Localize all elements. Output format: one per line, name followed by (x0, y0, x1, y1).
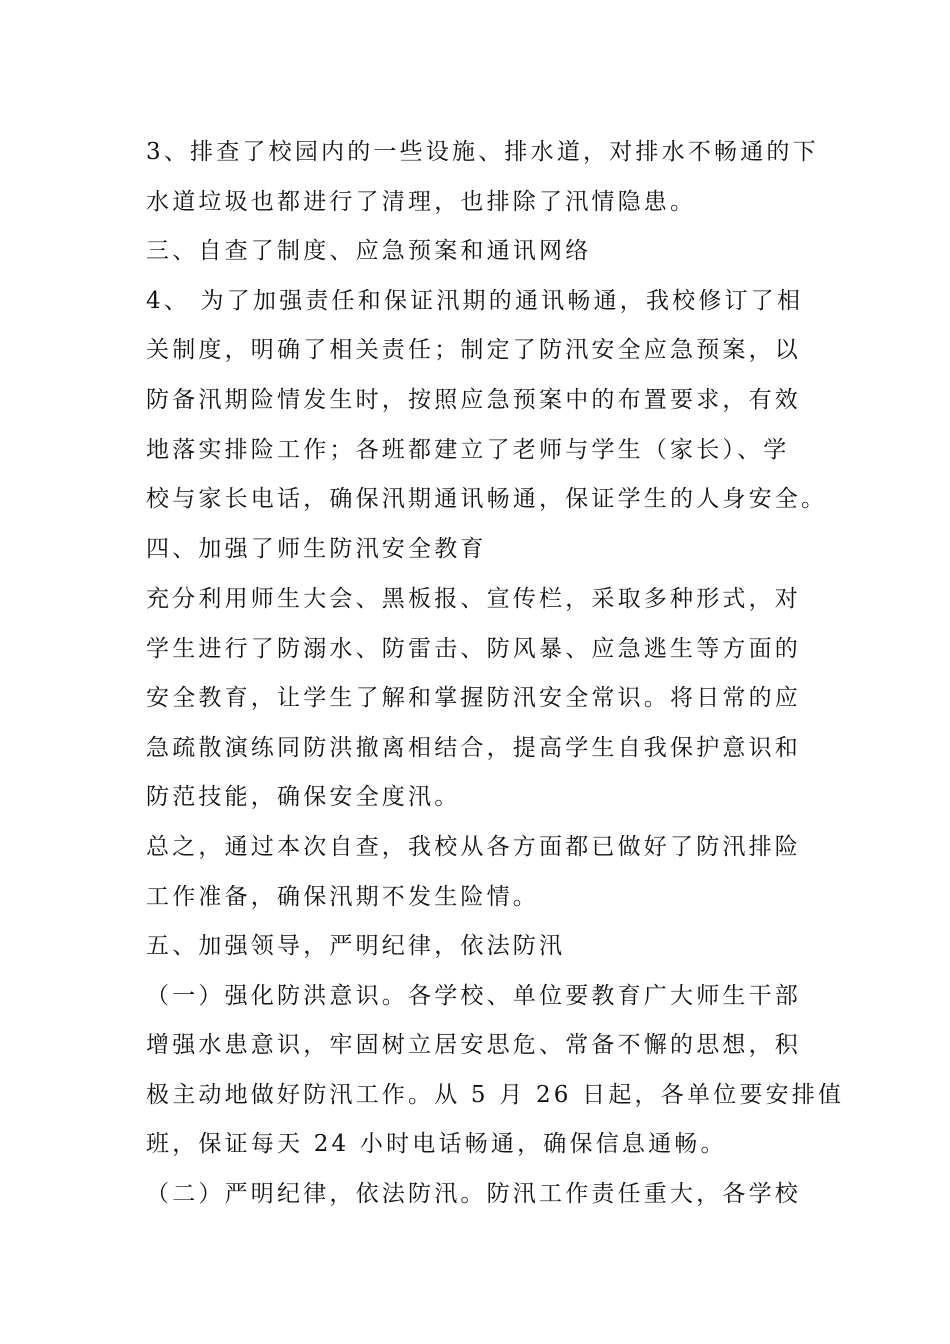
section-heading: 四、加强了师生防汛安全教育 (146, 536, 487, 562)
text-line: 工作准备，确保汛期不发生险情。 (146, 884, 539, 910)
text-line: 校与家长电话，确保汛期通讯畅通，保证学生的人身安全。 (146, 486, 828, 512)
text-line: 防范技能，确保安全度汛。 (146, 784, 461, 810)
text-line: 3、排查了校园内的一些设施、排水道，对排水不畅通的下 (146, 139, 819, 165)
text-line: 地落实排险工作；各班都建立了老师与学生（家长）、学 (146, 437, 790, 463)
text-line: 班，保证每天 24 小时电话畅通，确保信息通畅。 (146, 1131, 727, 1157)
text-line: 充分利用师生大会、黑板报、宣传栏，采取多种形式，对 (146, 586, 801, 612)
text-line: 学生进行了防溺水、防雷击、防风暴、应急逃生等方面的 (146, 636, 801, 662)
section-heading: 三、自查了制度、应急预案和通讯网络 (146, 238, 592, 264)
section-heading: 五、加强领导，严明纪律，依法防汛 (146, 933, 566, 959)
text-line: 防备汛期险情发生时，按照应急预案中的布置要求，有效 (146, 387, 801, 413)
text-line: 急疏散演练同防洪撤离相结合，提高学生自我保护意识和 (146, 735, 801, 761)
text-line: 关制度，明确了相关责任；制定了防汛安全应急预案，以 (146, 337, 801, 363)
text-line: 安全教育，让学生了解和掌握防汛安全常识。将日常的应 (146, 685, 801, 711)
text-line: （一）强化防洪意识。各学校、单位要教育广大师生干部 (146, 983, 801, 1009)
text-line: 4、 为了加强责任和保证汛期的通讯畅通，我校修订了相 (146, 288, 804, 314)
text-line: （二）严明纪律，依法防汛。防汛工作责任重大，各学校 (146, 1181, 801, 1207)
text-line: 极主动地做好防汛工作。从 5 月 26 日起，各单位要安排值 (146, 1082, 845, 1108)
text-line: 总之，通过本次自查，我校从各方面都已做好了防汛排险 (146, 834, 801, 860)
text-line: 增强水患意识，牢固树立居安思危、常备不懈的思想，积 (146, 1032, 801, 1058)
text-line: 水道垃圾也都进行了清理，也排除了汛情隐患。 (146, 189, 697, 215)
